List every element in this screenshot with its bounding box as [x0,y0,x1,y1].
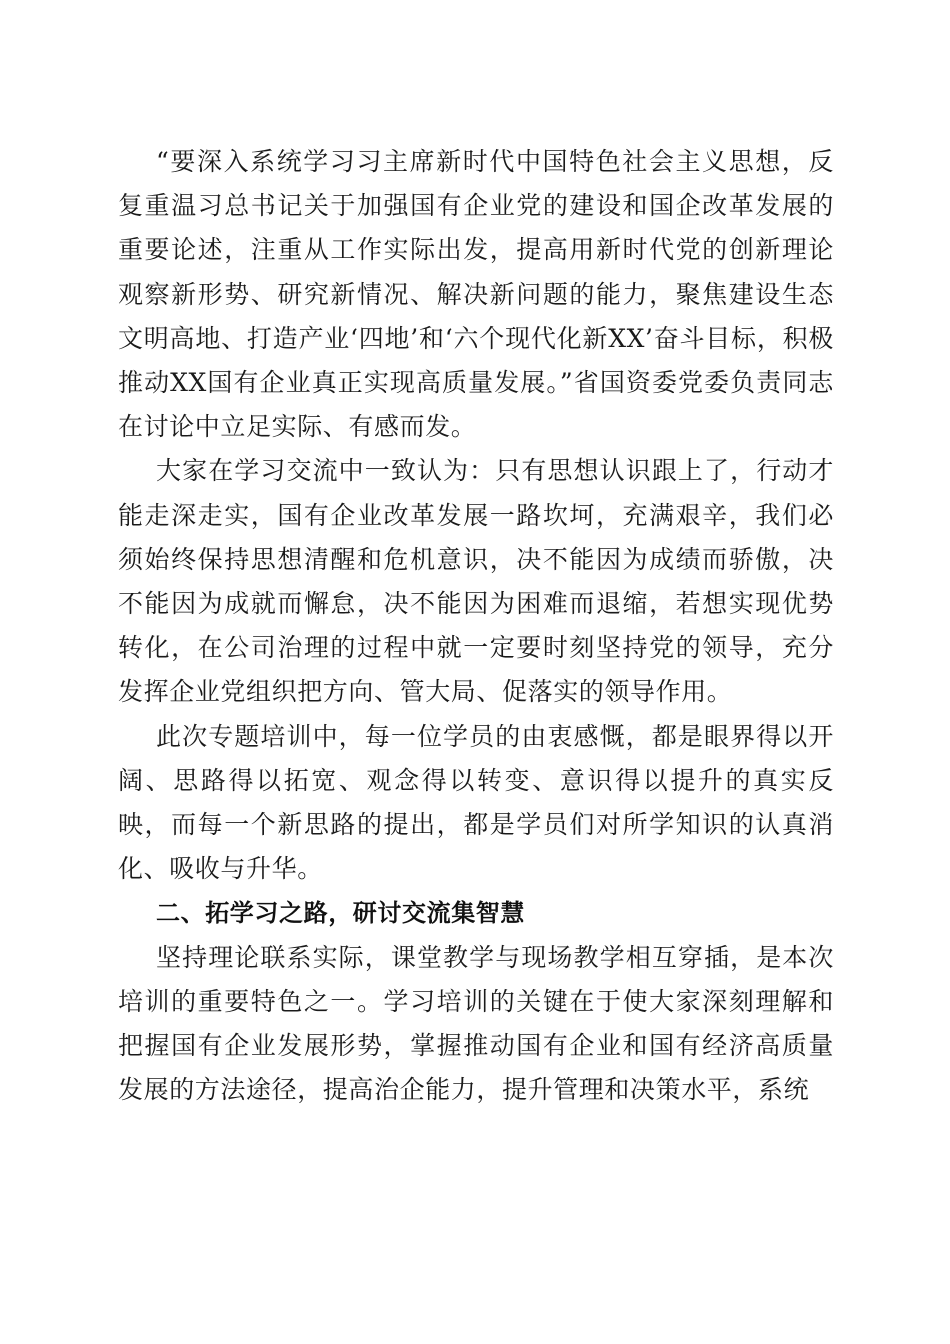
section-heading: 二、拓学习之路，研讨交流集智慧 [156,899,525,928]
paragraph-training-reflection: 此次专题培训中，每一位学员的由衷感慨，都是眼界得以开阔、思路得以拓宽、观念得以转变、意识得以提升的真实反映，而每一个新思路的提出，都是学员们对所学知识的认真消化、吸收与升华。 [118,721,834,884]
paragraph-quote: “要深入系统学习习主席新时代中国特色社会主义思想，反复重温习总书记关于加强国有企业党的建设和国企改革发展的重要论述，注重从工作实际出发，提高用新时代党的创新理论观察新形势、研究新情况、解决新问题的能力，聚焦建设生态文明高地、打造产业‘四地’和‘六个现代化新XX’奋斗目标，积极推动XX国有企业真正实现高质量发展。”省国资委党委负责同志在讨论中立足实际、有感而发。 [118,147,834,442]
paragraph-section-body: 坚持理论联系实际，课堂教学与现场教学相互穿插，是本次培训的重要特色之一。学习培训的关键在于使大家深刻理解和把握国有企业发展形势，掌握推动国有企业和国有经济高质量发展的方法途径，提高治企能力，提升管理和决策水平，系统 [118,942,834,1105]
paragraph-consensus: 大家在学习交流中一致认为：只有思想认识跟上了，行动才能走深走实，国有企业改革发展一路坎坷，充满艰辛，我们必须始终保持思想清醒和危机意识，决不能因为成绩而骄傲，决不能因为成就而懈怠，决不能因为困难而退缩，若想实现优势转化，在公司治理的过程中就一定要时刻坚持党的领导，充分发挥企业党组织把方向、管大局、促落实的领导作用。 [118,456,834,707]
document-body [118,140,834,1112]
